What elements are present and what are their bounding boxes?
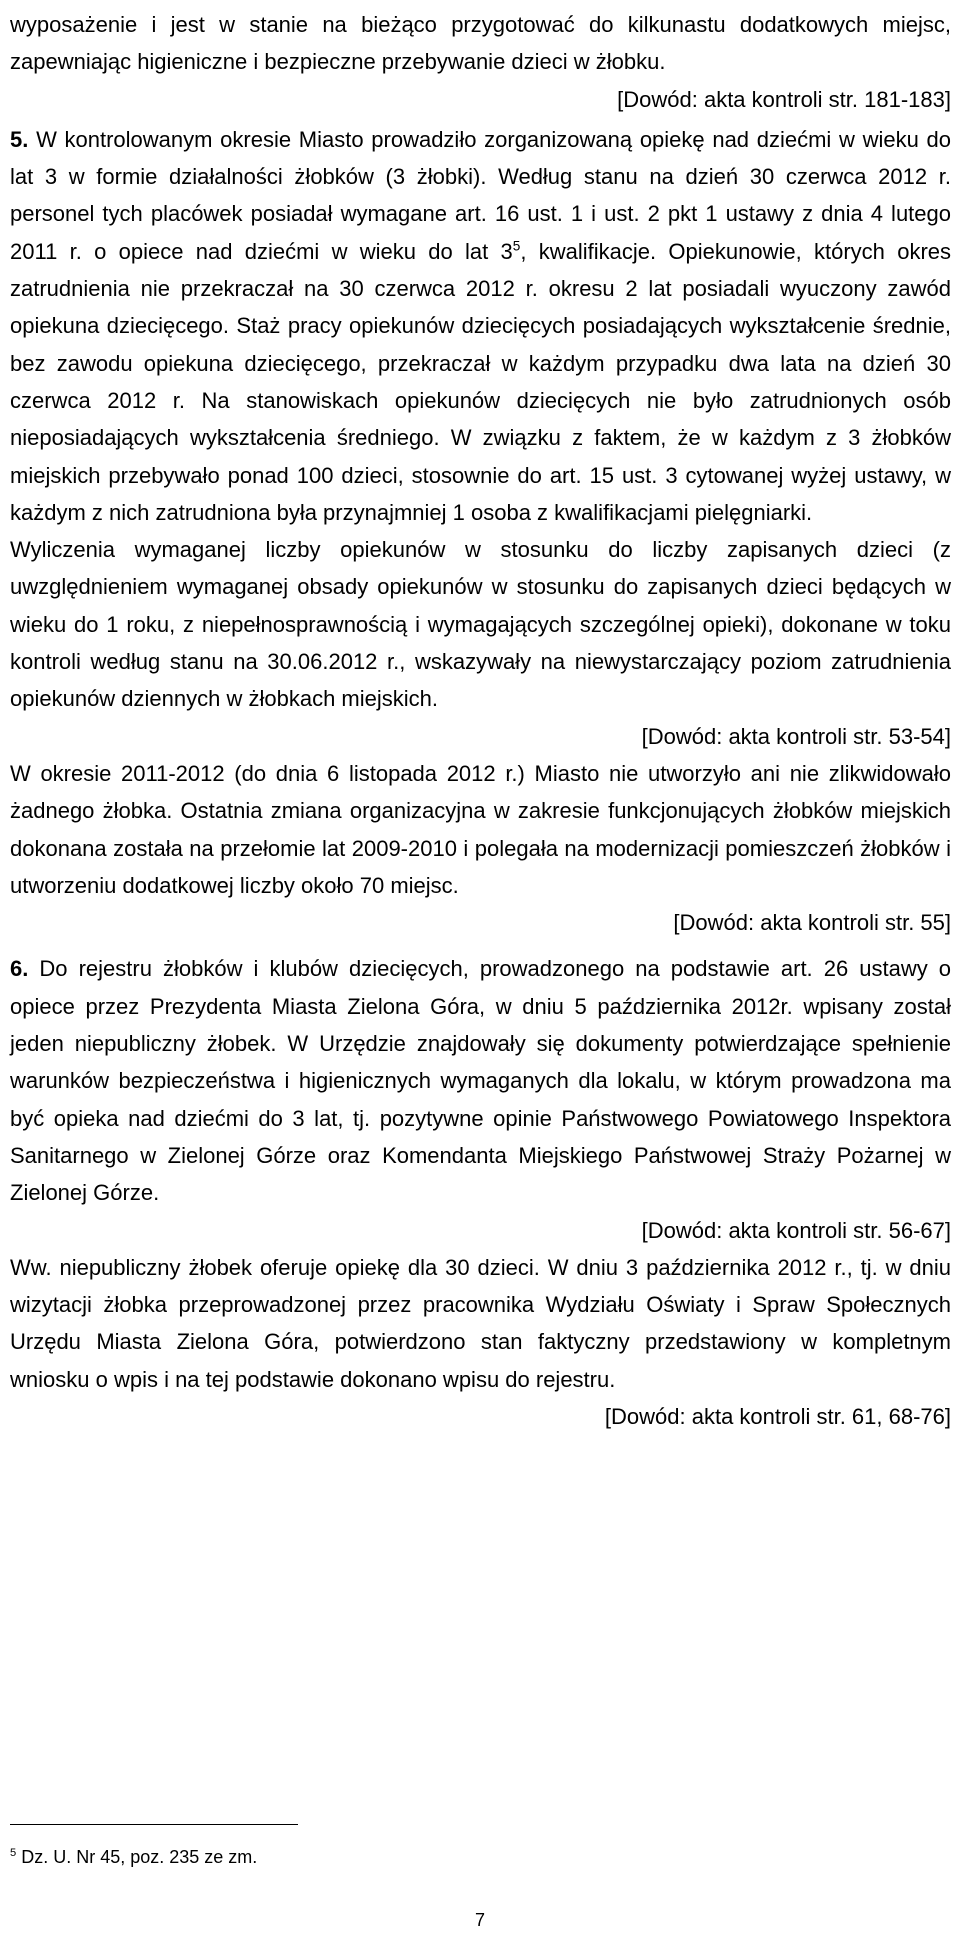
section-number: 6. <box>10 956 29 982</box>
footnote <box>10 1847 257 1868</box>
section-number: 5. <box>10 126 29 152</box>
body-text <box>10 6 951 1435</box>
footnote-marker: 5 <box>10 1847 17 1859</box>
paragraph-top: wyposażenie i jest w stanie na bieżąco przygotować do kilkunastu dodatkowych miejsc, zapewniając higieniczne i bezpieczne przebywanie dzieci w żłobku. <box>10 12 951 75</box>
evidence-reference: [Dowód: akta kontroli str. 61, 68-76] <box>604 1403 951 1429</box>
footnote-separator <box>10 1824 298 1825</box>
section-5-paragraph-3: W okresie 2011-2012 (do dnia 6 listopada 2012 r.) Miasto nie utworzyło ani nie zlikwidowało żadnego żłobka. Ostatnia zmiana organizacyjna w zakresie funkcjonujących żłobków miejskich dokonana została na przełomie lat 2009-2010 i polegała na modernizacji pomieszczeń żłobków i utworzeniu dodatkowej liczby około 70 miejsc. <box>10 760 951 898</box>
section-5-paragraph-2: Wyliczenia wymaganej liczby opiekunów w stosunku do liczby zapisanych dzieci (z uwzględnieniem wymaganej obsady opiekunów w stosunku do zapisanych dzieci będących w wieku do 1 roku, z niepełnosprawnością i wymagających szczególnej opieki), dokonane w toku kontroli według stanu na 30.06.2012 r., wskazywały na niewystarczający poziom zatrudnienia opiekunów dziennych w żłobkach miejskich. <box>10 537 951 712</box>
evidence-reference: [Dowód: akta kontroli str. 56-67] <box>641 1217 951 1243</box>
section-5-paragraph <box>10 121 951 531</box>
footnote-reference[interactable]: 5 <box>512 238 521 254</box>
evidence-reference: [Dowód: akta kontroli str. 53-54] <box>641 723 951 749</box>
evidence-reference: [Dowód: akta kontroli str. 181-183] <box>617 86 951 112</box>
section-6-paragraph <box>10 950 951 1211</box>
evidence-reference: [Dowód: akta kontroli str. 55] <box>673 910 951 936</box>
footnote-text: Dz. U. Nr 45, poz. 235 ze zm. <box>16 1847 258 1867</box>
section-5-text-a: W kontrolowanym okresie Miasto prowadziło zorganizowaną opiekę nad dziećmi w wieku do lat 3 w formie działalności żłobków (3 żłobki). Według stanu na dzień 30 czerwca 2012 r. personel tych placówek posiadał wymagane art. 16 ust. 1 i ust. 2 pkt 1 ustawy z dnia 4 lutego 2011 r. o opiece nad dziećmi w wieku do lat 3 <box>10 126 951 264</box>
section-6-paragraph-2: Ww. niepubliczny żłobek oferuje opiekę dla 30 dzieci. W dniu 3 października 2012 r., tj. w dniu wizytacji żłobka przeprowadzonej przez pracownika Wydziału Oświaty i Spraw Społecznych Urzędu Miasta Zielona Góra, potwierdzono stan faktyczny przedstawiony w kompletnym wniosku o wpis i na tej podstawie dokonano wpisu do rejestru. <box>10 1254 951 1392</box>
section-6-text: Do rejestru żłobków i klubów dziecięcych, prowadzonego na podstawie art. 26 ustawy o opiece przez Prezydenta Miasta Zielona Góra, w dniu 5 października 2012r. wpisany został jeden niepubliczny żłobek. W Urzędzie znajdowały się dokumenty potwierdzające spełnienie warunków bezpieczeństwa i higienicznych wymaganych dla lokalu, w którym prowadzona ma być opieka nad dziećmi do 3 lat, tj. pozytywne opinie Państwowego Powiatowego Inspektora Sanitarnego w Zielonej Górze oraz Komendanta Miejskiego Państwowej Straży Pożarnej w Zielonej Górze. <box>10 956 951 1206</box>
page-number: 7 <box>474 1910 485 1930</box>
section-5-text-b: , kwalifikacje. Opiekunowie, których okres zatrudnienia nie przekraczał na 30 czerwca 2012 r. okresu 2 lat posiadali wyuczony zawód opiekuna dziecięcego. Staż pracy opiekunów dziecięcych posiadających wykształcenie średnie, bez zawodu opiekuna dziecięcego, przekraczał w każdym przypadku dwa lata na dzień 30 czerwca 2012 r. Na stanowiskach opiekunów dziecięcych nie było zatrudnionych osób nieposiadających wykształcenia średniego. W związku z faktem, że w każdym z 3 żłobków miejskich przebywało ponad 100 dzieci, stosownie do art. 15 ust. 3 cytowanej wyżej ustawy, w każdym z nich zatrudniona była przynajmniej 1 osoba z kwalifikacjami pielęgniarki. <box>10 238 951 525</box>
